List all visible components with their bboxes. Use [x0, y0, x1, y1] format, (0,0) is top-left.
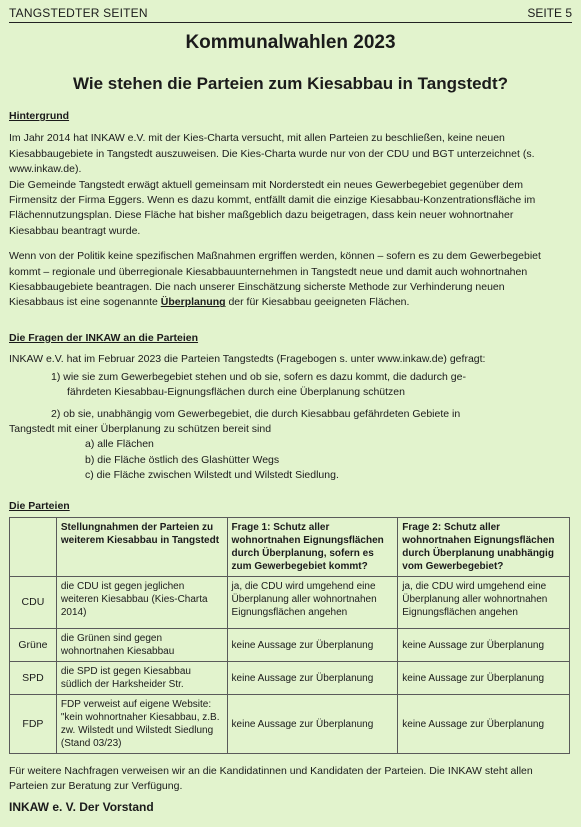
party-statement: die Grünen sind gegen wohnortnahen Kiesabbau: [56, 629, 227, 662]
text-line: Für weitere Nachfragen verweisen wir an die Kandidatinnen und Kandidaten der Parteien. Die INKAW steht allen: [9, 765, 533, 777]
header-divider: [9, 22, 572, 23]
text-span: der für Kiesabbau geeigneten Flächen.: [225, 296, 410, 309]
table-header-cell: Stellungnahmen der Parteien zu weiterem Kiesabbau in Tangstedt: [56, 518, 227, 577]
table-header-row: [10, 518, 570, 577]
text-line: Kiesabbau beantragt wurde.: [9, 224, 141, 237]
emphasis-uberplanung: Überplanung: [160, 296, 226, 309]
text-line: www.inkaw.de).: [9, 163, 82, 176]
party-answer-q1: keine Aussage zur Überplanung: [227, 662, 398, 695]
text-line: Parteien zur Beratung zur Verfügung.: [9, 780, 183, 793]
text-line: kommt – regionale und überregionale Kiesabbauunternehmen in Tangstedt neue und damit auch wohnortnahen: [9, 265, 528, 278]
party-answer-q2: keine Aussage zur Überplanung: [398, 695, 570, 754]
party-statement: FDP verweist auf eigene Website: "kein wohnortnaher Kiesabbau, z.B. zw. Wilstedt und Wilstedt Siedlung (Stand 03/23): [56, 695, 227, 754]
text-line: Kiesabbaugebiete beantragen. Die nach unserer Einschätzung sicherste Methode zur Verhinderung neuen: [9, 281, 505, 294]
party-name: FDP: [10, 695, 57, 754]
section-heading-background: Hintergrund: [9, 110, 70, 122]
header-title: TANGSTEDTER SEITEN: [9, 6, 148, 20]
signature: INKAW e. V. Der Vorstand: [9, 800, 154, 814]
question-1-line-1: 1) wie sie zum Gewerbegebiet stehen und ob sie, sofern es dazu kommt, die dadurch ge-: [51, 370, 466, 383]
questions-intro: INKAW e.V. hat im Februar 2023 die Parteien Tangstedts (Fragebogen s. unter www.inkaw.de) gefragt:: [9, 353, 486, 366]
party-statement: die CDU ist gegen jeglichen weiteren Kiesabbau (Kies-Charta 2014): [56, 577, 227, 629]
party-answer-q2: ja, die CDU wird umgehend eine Überplanung aller wohnortnahen Eignungsflächen angehen: [398, 577, 570, 629]
article-title: Kommunalwahlen 2023: [185, 32, 396, 53]
question-1-line-2: fährdeten Kiesabbau-Eignungsflächen durch eine Überplanung schützen: [67, 386, 405, 399]
question-2-line-2: Tangstedt mit einer Überplanung zu schützen bereit sind: [9, 423, 272, 436]
closing-note: [9, 764, 569, 795]
question-2-line-1: 2) ob sie, unabhängig vom Gewerbegebiet, die durch Kiesabbau gefährdeten Gebiete in: [51, 407, 461, 420]
article-subtitle: Wie stehen die Parteien zum Kiesabbau in Tangstedt?: [72, 74, 508, 93]
section-heading-parties: Die Parteien: [9, 500, 70, 512]
table-header-cell: Frage 1: Schutz aller wohnortnahen Eignungsflächen durch Überplanung, sofern es zum Gewerbegebiet kommt?: [227, 518, 398, 577]
text-span: Kiesabbaus ist eine sogenannte: [9, 296, 161, 309]
text-line: Im Jahr 2014 hat INKAW e.V. mit der Kies-Charta versucht, mit allen Parteien zu beschließen, keine neuen: [9, 132, 505, 145]
questions-section: [9, 331, 569, 484]
table-row: [10, 577, 570, 629]
question-option-b: b) die Fläche östlich des Glashütter Wegs: [85, 453, 280, 466]
text-line: Flächennutzungsplan. Diese Fläche hat bisher maßgeblich dazu beigetragen, dass kein neuer wohnortnaher: [9, 209, 514, 222]
question-option-a: a) alle Flächen: [85, 438, 154, 451]
section-heading-questions: Die Fragen der INKAW an die Parteien: [9, 332, 199, 344]
question-option-c: c) die Fläche zwischen Wilstedt und Wilstedt Siedlung.: [85, 469, 339, 482]
table-row: [10, 695, 570, 754]
text-line: Firmensitz der Firma Eggers. Wenn es dazu kommt, entfällt damit die einzige Kiesabbau-Konzentrationsfläche im: [9, 194, 536, 207]
party-answer-q2: keine Aussage zur Überplanung: [398, 662, 570, 695]
party-name: SPD: [10, 662, 57, 695]
party-answer-q1: keine Aussage zur Überplanung: [227, 629, 398, 662]
table-row: [10, 629, 570, 662]
parties-table: [9, 517, 570, 754]
background-paragraph-1: [9, 131, 569, 239]
background-section: [9, 109, 569, 311]
text-line: [9, 295, 569, 310]
table-header-cell: Frage 2: Schutz aller wohnortnahen Eignungsflächen durch Überplanung unabhängig vom Gewerbegebiet?: [398, 518, 570, 577]
text-line: Kiesabbaugebiete in Tangstedt auszuweisen. Die Kies-Charta wurde nur von der CDU und BGT unterzeichnet (s.: [9, 147, 535, 160]
page-number: SEITE 5: [527, 6, 572, 20]
party-name: CDU: [10, 577, 57, 629]
text-line: Die Gemeinde Tangstedt erwägt aktuell gemeinsam mit Norderstedt ein neues Gewerbegebiet gegenüber dem: [9, 178, 524, 191]
page-header: [0, 0, 581, 24]
party-answer-q1: keine Aussage zur Überplanung: [227, 695, 398, 754]
party-answer-q1: ja, die CDU wird umgehend eine Überplanung aller wohnortnahen Eignungsflächen angehen: [227, 577, 398, 629]
table-header-cell: [10, 518, 57, 577]
text-line: Wenn von der Politik keine spezifischen Maßnahmen ergriffen werden, können – sofern es zu dem Gewerbegebiet: [9, 250, 541, 263]
party-statement: die SPD ist gegen Kiesabbau südlich der Harksheider Str.: [56, 662, 227, 695]
party-answer-q2: keine Aussage zur Überplanung: [398, 629, 570, 662]
table-row: [10, 662, 570, 695]
background-paragraph-2: [9, 249, 569, 311]
parties-section-heading-wrap: [9, 499, 569, 514]
party-name: Grüne: [10, 629, 57, 662]
